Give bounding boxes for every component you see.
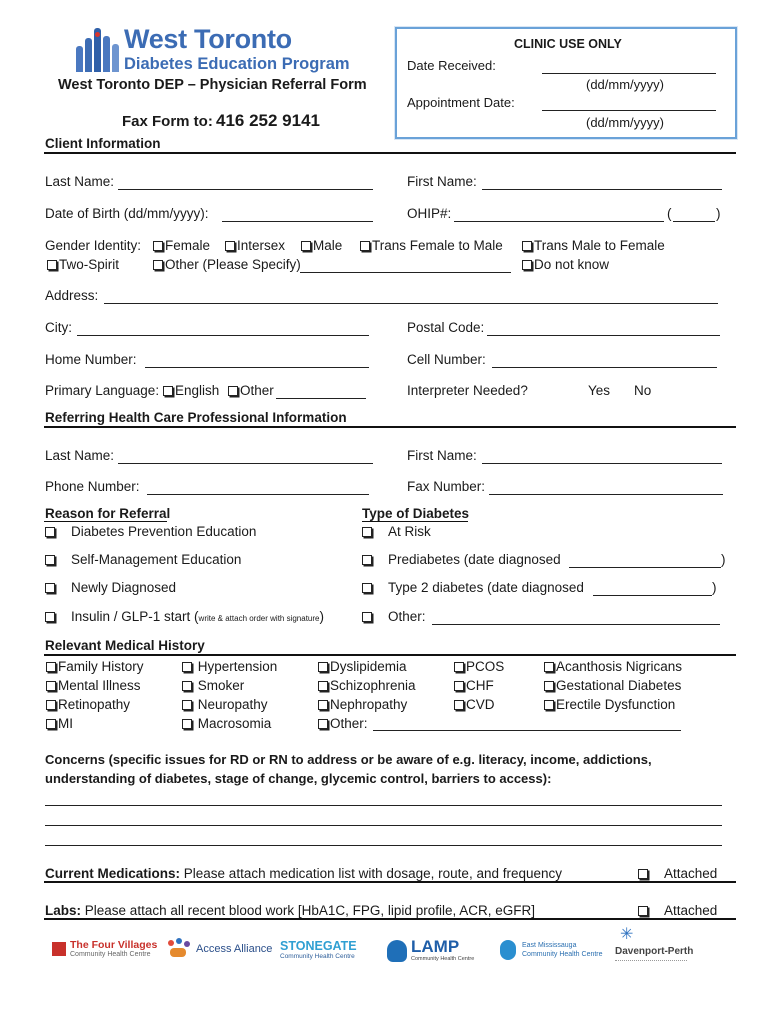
type2-close: ) [712, 580, 717, 595]
date-received-input[interactable] [542, 73, 716, 74]
reason-title: Reason for Referral [45, 506, 171, 521]
checkbox-icon[interactable] [362, 527, 372, 537]
ohip-paren-close: ) [716, 206, 721, 221]
checkbox-icon[interactable] [46, 719, 56, 729]
client-first-name-input[interactable] [482, 189, 722, 190]
history-erectile-label: Erectile Dysfunction [556, 697, 676, 712]
history-schizophrenia[interactable] [318, 676, 416, 695]
access-alliance-logo-icon [166, 938, 192, 960]
client-last-name-label: Last Name: [45, 174, 115, 189]
provider-phone-label: Phone Number: [45, 479, 140, 494]
gender-dnk-label: Do not know [534, 257, 610, 272]
checkbox-icon[interactable] [45, 583, 55, 593]
program-logo [76, 24, 120, 72]
checkbox-icon[interactable] [46, 681, 56, 691]
history-col2 [182, 657, 277, 733]
checkbox-icon[interactable] [362, 612, 372, 622]
history-family[interactable] [46, 657, 144, 676]
reason-insulin[interactable] [45, 609, 324, 624]
client-first-name-label: First Name: [407, 174, 477, 189]
history-gestational[interactable] [544, 676, 682, 695]
checkbox-icon[interactable] [163, 386, 173, 396]
history-mi-label: MI [58, 716, 73, 731]
checkbox-icon[interactable] [46, 662, 56, 672]
history-neuropathy-label: Neuropathy [197, 697, 268, 712]
checkbox-icon[interactable] [46, 700, 56, 710]
history-retinopathy[interactable] [46, 695, 144, 714]
ohip-label: OHIP#: [407, 206, 452, 221]
client-section-rule [44, 152, 736, 154]
date-received-label: Date Received: [407, 58, 496, 73]
language-other[interactable] [228, 383, 274, 398]
medications-attached[interactable] [638, 866, 717, 881]
medications-row [45, 866, 562, 881]
type-other-label: Other: [388, 609, 426, 624]
checkbox-icon[interactable] [318, 681, 328, 691]
provider-first-name-input[interactable] [482, 463, 722, 464]
provider-fax-input[interactable] [489, 494, 723, 495]
labs-label: Labs: [45, 903, 82, 918]
gender-intersex-label: Intersex [237, 238, 286, 253]
checkbox-icon[interactable] [153, 241, 163, 251]
type-prediabetes[interactable] [362, 552, 561, 567]
history-erectile[interactable] [544, 695, 682, 714]
checkbox-icon[interactable] [318, 700, 328, 710]
history-other-label: Other: [330, 716, 368, 731]
checkbox-icon[interactable] [45, 612, 55, 622]
appointment-label: Appointment Date: [407, 95, 515, 110]
gender-trans-ftm-label: Trans Female to Male [372, 238, 503, 253]
history-mental-label: Mental Illness [58, 678, 141, 693]
reason-insulin-close: ) [319, 609, 324, 624]
history-hypertension[interactable] [182, 657, 277, 676]
checkbox-icon[interactable] [454, 662, 464, 672]
checkbox-icon[interactable] [318, 662, 328, 672]
checkbox-icon[interactable] [301, 241, 311, 251]
history-retinopathy-label: Retinopathy [58, 697, 131, 712]
checkbox-icon[interactable] [182, 719, 192, 729]
date-received-format: (dd/mm/yyyy) [586, 77, 664, 92]
history-col1 [46, 657, 144, 733]
history-schizophrenia-label: Schizophrenia [330, 678, 416, 693]
history-pcos-label: PCOS [466, 659, 505, 674]
four-villages-sub: Community Health Centre [70, 951, 151, 958]
history-title: Relevant Medical History [45, 638, 205, 653]
history-nephropathy-label: Nephropathy [330, 697, 408, 712]
east-mississauga-sub: Community Health Centre [522, 951, 603, 958]
history-chf-label: CHF [466, 678, 494, 693]
language-other-label: Other [240, 383, 274, 398]
language-other-input[interactable] [276, 398, 366, 399]
lamp-name: LAMP [411, 937, 460, 956]
stonegate-name: STONEGATE [280, 939, 357, 953]
history-col3 [318, 657, 416, 733]
history-col4 [454, 657, 504, 714]
reason-newly-diagnosed-label: Newly Diagnosed [71, 580, 177, 595]
checkbox-icon[interactable] [153, 260, 163, 270]
checkbox-icon[interactable] [228, 386, 238, 396]
org-name: West Toronto [124, 24, 292, 54]
labs-text: Please attach all recent blood work [HbA1C, FPG, lipid profile, ACR, eGFR] [84, 903, 535, 918]
history-neuropathy[interactable] [182, 695, 277, 714]
type-prediabetes-label: Prediabetes (date diagnosed [388, 552, 561, 567]
language-english-label: English [175, 383, 220, 398]
fax-label: Fax Form to: [122, 113, 213, 130]
east-mississauga-logo-icon [500, 940, 516, 960]
checkbox-icon[interactable] [225, 241, 235, 251]
gender-do-not-know[interactable] [522, 257, 609, 272]
history-col5 [544, 657, 682, 714]
history-mi[interactable] [46, 714, 144, 733]
history-family-label: Family History [58, 659, 144, 674]
interpreter-label: Interpreter Needed? [407, 383, 528, 398]
checkbox-icon[interactable] [522, 241, 532, 251]
checkbox-icon[interactable] [182, 700, 192, 710]
type2-date-input[interactable] [593, 595, 712, 596]
gender-female-label: Female [165, 238, 211, 253]
interpreter-no[interactable]: No [634, 383, 652, 398]
type-other[interactable] [362, 609, 426, 624]
lamp-sub: Community Health Centre [411, 956, 475, 962]
language-english[interactable] [163, 383, 219, 398]
checkbox-icon[interactable] [362, 583, 372, 593]
type-at-risk-label: At Risk [388, 524, 431, 539]
history-pcos[interactable] [454, 657, 504, 676]
reason-prevention-label: Diabetes Prevention Education [71, 524, 257, 539]
dob-label: Date of Birth (dd/mm/yyyy): [45, 206, 209, 221]
checkbox-icon[interactable] [45, 555, 55, 565]
history-dyslipidemia-label: Dyslipidemia [330, 659, 407, 674]
labs-attached-label: Attached [664, 903, 718, 918]
provider-fax-label: Fax Number: [407, 479, 486, 494]
appointment-input[interactable] [542, 110, 716, 111]
prediabetes-close: ) [721, 552, 726, 567]
gender-trans-mtf-label: Trans Male to Female [534, 238, 665, 253]
ohip-version-input[interactable] [673, 221, 715, 222]
concerns-line1: Concerns (specific issues for RD or RN to address or be aware of e.g. literacy, income, addictions, [45, 752, 652, 767]
type-title: Type of Diabetes [362, 506, 470, 521]
gender-other-label: Other (Please Specify) [165, 257, 301, 272]
home-number-label: Home Number: [45, 352, 137, 367]
cell-number-label: Cell Number: [407, 352, 486, 367]
checkbox-icon[interactable] [454, 700, 464, 710]
gender-two-spirit[interactable] [47, 257, 119, 272]
reason-prevention[interactable] [45, 524, 256, 539]
gender-male-label: Male [313, 238, 343, 253]
four-villages-logo-icon [52, 942, 66, 956]
history-smoker-label: Smoker [197, 678, 245, 693]
checkbox-icon[interactable] [182, 662, 192, 672]
gender-intersex[interactable] [225, 238, 285, 253]
medications-rule [44, 881, 736, 883]
city-label: City: [45, 320, 72, 335]
history-acanthosis[interactable] [544, 657, 682, 676]
provider-phone-input[interactable] [147, 494, 369, 495]
fax-number: 416 252 9141 [216, 111, 320, 130]
ohip-paren-open: ( [667, 206, 672, 221]
provider-first-name-label: First Name: [407, 448, 477, 463]
address-input[interactable] [104, 303, 718, 304]
dob-input[interactable] [222, 221, 373, 222]
type-type2[interactable] [362, 580, 584, 595]
reason-self-management[interactable] [45, 552, 241, 567]
reason-insulin-note: write & attach order with signature [198, 614, 320, 623]
reason-rule [44, 521, 167, 522]
history-other-input[interactable] [373, 730, 681, 731]
davenport-sub [615, 960, 687, 966]
history-smoker[interactable] [182, 676, 277, 695]
history-dyslipidemia[interactable] [318, 657, 416, 676]
gender-male[interactable] [301, 238, 342, 253]
history-gestational-label: Gestational Diabetes [556, 678, 682, 693]
client-section-title: Client Information [45, 136, 161, 151]
history-cvd-label: CVD [466, 697, 495, 712]
type-at-risk[interactable] [362, 524, 431, 539]
labs-row [45, 903, 535, 918]
ohip-input[interactable] [454, 221, 664, 222]
cell-number-input[interactable] [492, 367, 717, 368]
address-label: Address: [45, 288, 99, 303]
type-type2-label: Type 2 diabetes (date diagnosed [388, 580, 584, 595]
checkbox-icon[interactable] [544, 700, 554, 710]
medications-text: Please attach medication list with dosage, route, and frequency [183, 866, 563, 881]
gender-two-spirit-label: Two-Spirit [59, 257, 120, 272]
checkbox-icon[interactable] [45, 527, 55, 537]
labs-rule [44, 918, 736, 920]
history-hypertension-label: Hypertension [197, 659, 278, 674]
city-input[interactable] [77, 335, 369, 336]
postal-label: Postal Code: [407, 320, 485, 335]
medications-label: Current Medications: [45, 866, 181, 881]
history-rule [44, 654, 736, 656]
davenport-star-icon: ✳ [620, 926, 634, 943]
east-mississauga-name: East Mississauga [522, 942, 577, 949]
davenport-name: Davenport-Perth [615, 946, 694, 957]
checkbox-icon[interactable] [318, 719, 328, 729]
checkbox-icon[interactable] [362, 555, 372, 565]
gender-other[interactable] [153, 257, 301, 272]
concerns-line2: understanding of diabetes, stage of change, glycemic control, barriers to access): [45, 771, 552, 786]
home-number-input[interactable] [145, 367, 369, 368]
provider-section-title: Referring Health Care Professional Information [45, 410, 347, 425]
history-acanthosis-label: Acanthosis Nigricans [556, 659, 683, 674]
history-chf[interactable] [454, 676, 504, 695]
stonegate-sub: Community Health Centre [280, 953, 355, 960]
clinic-use-title: CLINIC USE ONLY [514, 37, 622, 51]
type-rule [362, 521, 468, 522]
interpreter-yes[interactable]: Yes [588, 383, 611, 398]
labs-attached[interactable] [638, 903, 717, 918]
gender-other-input[interactable] [300, 272, 511, 273]
history-macrosomia-label: Macrosomia [197, 716, 272, 731]
history-cvd[interactable] [454, 695, 504, 714]
checkbox-icon[interactable] [544, 662, 554, 672]
concerns-input-2[interactable] [45, 825, 722, 826]
lamp-logo-icon [387, 940, 407, 962]
concerns-input-3[interactable] [45, 845, 722, 846]
history-mental[interactable] [46, 676, 144, 695]
checkbox-icon[interactable] [522, 260, 532, 270]
gender-female[interactable] [153, 238, 210, 253]
gender-label: Gender Identity: [45, 238, 142, 253]
provider-last-name-label: Last Name: [45, 448, 115, 463]
checkbox-icon[interactable] [638, 906, 648, 916]
postal-input[interactable] [487, 335, 720, 336]
checkbox-icon[interactable] [638, 869, 648, 879]
checkbox-icon[interactable] [454, 681, 464, 691]
clinic-use-box [395, 27, 737, 139]
checkbox-icon[interactable] [360, 241, 370, 251]
access-alliance-name: Access Alliance [196, 943, 273, 955]
checkbox-icon[interactable] [182, 681, 192, 691]
form-title: West Toronto DEP – Physician Referral Form [58, 77, 367, 93]
provider-last-name-input[interactable] [118, 463, 373, 464]
checkbox-icon[interactable] [544, 681, 554, 691]
reason-insulin-label: Insulin / GLP-1 start ( [71, 609, 199, 624]
reason-self-management-label: Self-Management Education [71, 552, 242, 567]
concerns-input-1[interactable] [45, 805, 722, 806]
appointment-format: (dd/mm/yyyy) [586, 115, 664, 130]
four-villages-name: The Four Villages [70, 939, 158, 951]
org-subtitle: Diabetes Education Program [124, 55, 350, 73]
reason-newly-diagnosed[interactable] [45, 580, 176, 595]
type-other-input[interactable] [432, 624, 720, 625]
checkbox-icon[interactable] [47, 260, 57, 270]
language-label: Primary Language: [45, 383, 160, 398]
gender-trans-female-to-male[interactable] [360, 238, 503, 253]
medications-attached-label: Attached [664, 866, 718, 881]
gender-trans-male-to-female[interactable] [522, 238, 665, 253]
history-macrosomia[interactable] [182, 714, 277, 733]
history-nephropathy[interactable] [318, 695, 416, 714]
client-last-name-input[interactable] [118, 189, 373, 190]
prediabetes-date-input[interactable] [569, 567, 721, 568]
provider-section-rule [44, 426, 736, 428]
